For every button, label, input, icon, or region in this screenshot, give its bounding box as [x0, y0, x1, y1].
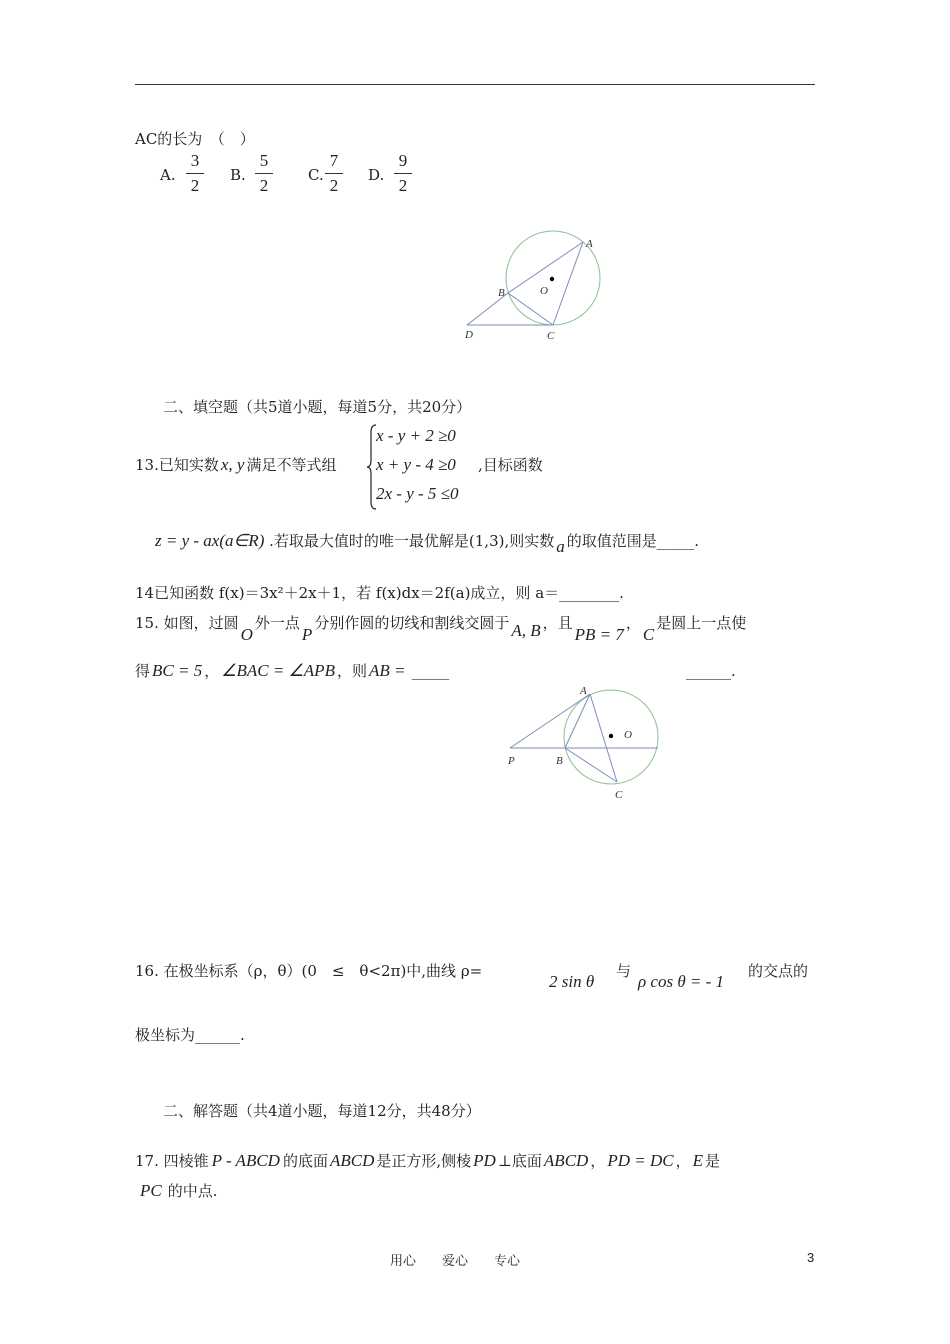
denominator: 2	[190, 176, 200, 195]
numerator: 9	[398, 151, 408, 170]
q17-t7: 的中点.	[167, 1182, 218, 1200]
q13-vars: x, y	[220, 455, 245, 474]
q16-expr-2: ρ cos θ = - 1	[638, 972, 725, 991]
q15-c: C	[642, 625, 655, 644]
label-b: B	[556, 755, 563, 767]
q15-ab: A, B	[511, 621, 541, 640]
center-point	[550, 277, 554, 281]
numerator: 3	[190, 151, 200, 170]
q17-line1	[135, 1150, 720, 1171]
inequality-3: 2x - y - 5 ≤0	[376, 484, 459, 503]
q17-m4: ABCD	[543, 1151, 589, 1170]
option-label-c: C.	[308, 166, 324, 184]
option-label-a: A.	[160, 166, 176, 184]
q15-geometry-figure	[500, 680, 670, 805]
q16-line2: 极坐标为______.	[135, 1026, 245, 1044]
numerator: 5	[259, 151, 269, 170]
q13-answer-blank: 的取值范围是_____.	[566, 532, 700, 550]
q13-condition-text: .若取最大值时的唯一最优解是(1,3),则实数	[269, 532, 555, 550]
option-fraction-b	[255, 150, 273, 197]
inequality-1: x - y + 2 ≥0	[376, 426, 456, 445]
q15-pb: PB = 7	[574, 625, 624, 644]
q12-geometry-figure	[455, 228, 615, 346]
q16-tail: 的交点的	[748, 962, 809, 980]
label-p: P	[508, 755, 515, 767]
q15-t1: 外一点	[254, 614, 300, 632]
footer-slogan: 用心 爱心 专心	[390, 1254, 521, 1269]
variable-a: a	[556, 537, 565, 556]
q17-m2: ABCD	[329, 1151, 375, 1170]
q13-lead-text: 13.已知实数	[135, 456, 219, 474]
q16-lead: 16. 在极坐标系（ρ，θ）(0 ≤ θ<2π)中,曲线 ρ=	[135, 962, 483, 980]
inequality-2: x + y - 4 ≥0	[376, 455, 456, 474]
q15-p: P	[301, 625, 313, 644]
q12-stem: AC的长为 （ ）	[135, 130, 255, 148]
label-d: D	[465, 329, 473, 341]
q15-l2b: ，	[204, 662, 220, 680]
q17-t4: ，	[590, 1152, 606, 1170]
q17-t2: 是正方形,侧棱	[376, 1152, 472, 1170]
q17-t3: ⊥底面	[497, 1152, 542, 1170]
option-label-b: B.	[230, 166, 246, 184]
label-a: A	[580, 685, 587, 697]
section-solution-title: 二、解答题（共4道小题，每道12分，共48分）	[163, 1102, 481, 1120]
label-c: C	[615, 789, 623, 801]
q15-t4: ，	[625, 614, 641, 632]
option-label-d: D.	[368, 166, 385, 184]
segment-ac	[590, 694, 617, 782]
q16-mid: 与	[616, 962, 632, 980]
q15-ab-eq: AB =	[368, 661, 410, 680]
q15-t3: ，且	[542, 614, 573, 632]
label-b: B	[498, 287, 505, 299]
q15-t5: 是圆上一点使	[656, 614, 747, 632]
q17-line2	[140, 1180, 218, 1201]
q16-expr-1: 2 sin θ	[549, 972, 595, 991]
q15-line1	[135, 612, 747, 644]
center-point	[609, 734, 613, 738]
q17-t6: 是	[704, 1152, 720, 1170]
q17-m3: PD	[473, 1151, 496, 1170]
q15-bc: BC = 5	[152, 661, 203, 680]
label-o: O	[540, 285, 548, 297]
q15-blank-1: _____	[411, 662, 450, 680]
segment-ac	[553, 242, 583, 325]
q15-l2c: ，则	[336, 662, 367, 680]
q13-tail: ,目标函数	[478, 456, 543, 474]
q17-t1: 的底面	[282, 1152, 328, 1170]
q17-m6: E	[692, 1151, 703, 1170]
q14-text: 14已知函数 f(x)＝3x²＋2x＋1，若 f(x)dx＝2f(a)成立，则 a＝________.	[135, 584, 624, 602]
denominator: 2	[259, 176, 269, 195]
q15-blank-2: ______.	[686, 662, 736, 680]
page-number: 3	[807, 1250, 815, 1265]
option-fraction-c	[325, 150, 343, 197]
denominator: 2	[329, 176, 339, 195]
header-rule	[135, 84, 815, 85]
option-fraction-d	[394, 150, 412, 197]
label-o: O	[624, 729, 632, 741]
objective-function: z = y - ax(a∈R)	[155, 531, 265, 550]
q17-t5: ，	[675, 1152, 691, 1170]
q15-l2a: 得	[135, 662, 151, 680]
q17-m7: PC	[140, 1181, 162, 1200]
section-fill-in-title: 二、填空题（共5道小题，每道5分，共20分）	[163, 398, 472, 416]
q13-mid-text: 满足不等式组	[246, 456, 337, 474]
numerator: 7	[329, 151, 339, 170]
q17-lead: 17. 四棱锥	[135, 1152, 209, 1170]
option-fraction-a	[186, 150, 204, 197]
denominator: 2	[398, 176, 408, 195]
q13-lead	[135, 454, 336, 475]
label-a: A	[586, 238, 593, 250]
q15-o: O	[240, 625, 253, 644]
segment-bc	[508, 293, 553, 325]
q15-t2: 分别作圆的切线和割线交圆于	[314, 614, 510, 632]
q15-angle: ∠BAC = ∠APB	[221, 661, 335, 680]
q15-line2	[135, 660, 449, 681]
q15-lead: 15. 如图，过圆	[135, 614, 239, 632]
q17-m1: P - ABCD	[211, 1151, 280, 1170]
q13-line2	[155, 530, 700, 556]
q17-m5: PD = DC	[607, 1151, 674, 1170]
label-c: C	[547, 330, 555, 342]
